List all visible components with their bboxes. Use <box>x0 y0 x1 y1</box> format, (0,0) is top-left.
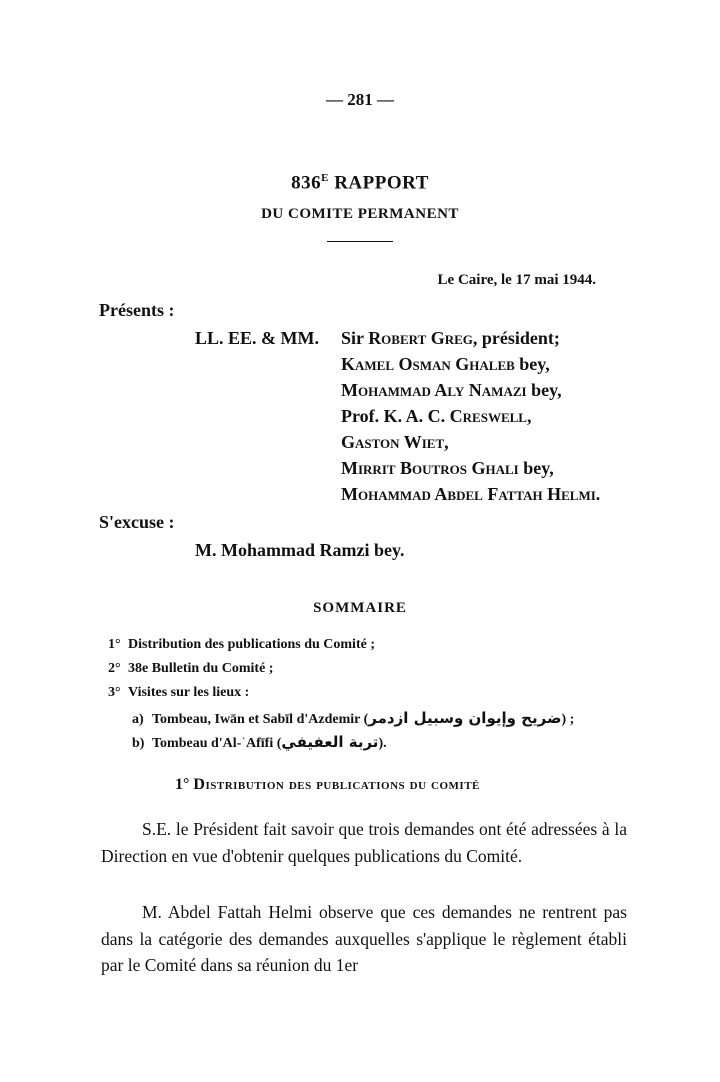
member-name: Mirrit Boutros Ghali <box>341 458 519 478</box>
member-name: Robert Greg <box>368 328 473 348</box>
report-subtitle: DU COMITE PERMANENT <box>261 206 459 222</box>
report-number-superscript: E <box>321 172 329 184</box>
report-title <box>0 172 720 194</box>
report-title-text: RAPPORT <box>328 172 429 194</box>
excuse-label: S'excuse : <box>99 512 175 532</box>
sommaire-heading: SOMMAIRE <box>313 600 407 616</box>
page-number: — 281 — <box>326 90 394 109</box>
toc-item: 1° Distribution des publications du Comité ; <box>108 637 375 652</box>
member-name: Kamel Osman Ghaleb <box>341 354 515 374</box>
member-line: Prof. K. A. C. Creswell, <box>341 406 532 426</box>
member-line: Sir Robert Greg, président; <box>341 328 560 348</box>
section-heading: 1° Distribution des publications du comité <box>175 776 480 793</box>
member-line: Mohammad Aly Namazi bey, <box>341 380 562 400</box>
member-line: Kamel Osman Ghaleb bey, <box>341 354 550 374</box>
member-line: Gaston Wiet, <box>341 432 449 452</box>
members-prefix: LL. EE. & MM. <box>195 328 319 348</box>
presents-label: Présents : <box>99 300 175 320</box>
member-name: Mohammad Abdel Fattah Helmi <box>341 484 596 504</box>
toc-item: 2° 38e Bulletin du Comité ; <box>108 661 274 676</box>
report-number: 836 <box>291 172 322 194</box>
member-line: Mirrit Boutros Ghali bey, <box>341 458 554 478</box>
arabic-title: تربة العفيفي <box>281 733 379 751</box>
excused-member: M. Mohammad Ramzi bey. <box>195 540 405 560</box>
toc-subitem: a) Tombeau, Iwān et Sabīl d'Azdemir (ضريح وإيوان وسبيل ازدمر) ; <box>132 709 575 727</box>
body-paragraph: S.E. le Président fait savoir que trois demandes ont été adressées à la Direction en vue d'obtenir quelques publications du Comité. <box>101 819 627 866</box>
toc-item: 3° Visites sur les lieux : <box>108 685 250 700</box>
member-name: Gaston Wiet <box>341 432 445 452</box>
body-paragraph: M. Abdel Fattah Helmi observe que ces demandes ne rentrent pas dans la catégorie des demandes auxquelles s'applique le règlement établi par le Comité dans sa réunion du 1er <box>101 902 627 975</box>
title-divider <box>327 241 393 242</box>
member-line: Mohammad Abdel Fattah Helmi. <box>341 484 601 504</box>
arabic-title: ضريح وإيوان وسبيل ازدمر <box>368 709 562 727</box>
toc-subitem: b) Tombeau d'Al-ʿAfīfi (تربة العفيفي). <box>132 733 387 751</box>
member-name: Mohammad Aly Namazi <box>341 380 527 400</box>
place-date: Le Caire, le 17 mai 1944. <box>437 272 596 288</box>
member-name: Creswell <box>449 406 527 426</box>
